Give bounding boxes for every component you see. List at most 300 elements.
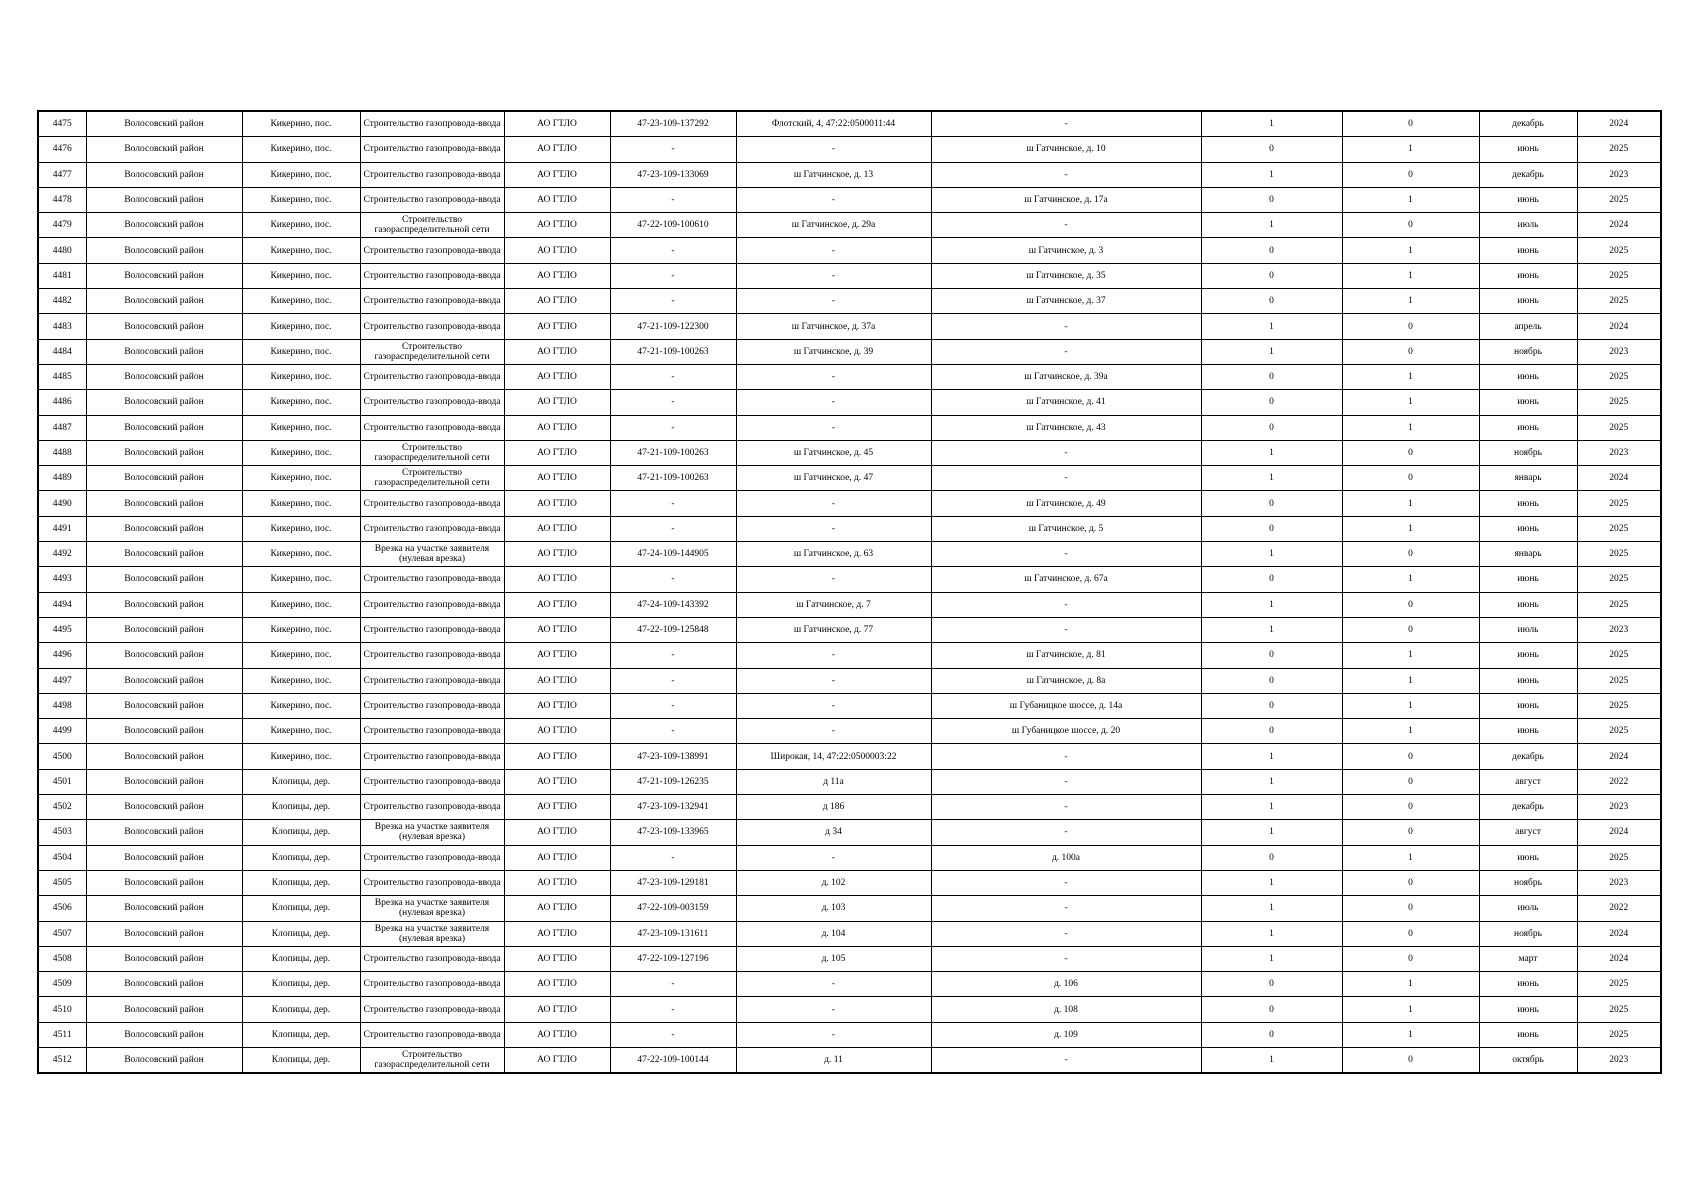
district-cell: Волосовский район: [86, 390, 242, 415]
month-cell: июнь: [1479, 390, 1577, 415]
work-type-cell: Строительство газопровода-ввода: [360, 1022, 504, 1047]
year-cell: 2024: [1577, 213, 1661, 238]
district-cell: Волосовский район: [86, 440, 242, 465]
application-number-cell: -: [610, 997, 736, 1022]
row-number-cell: 4487: [38, 415, 86, 440]
settlement-cell: Кикерино, пос.: [242, 542, 360, 567]
row-number-cell: 4482: [38, 289, 86, 314]
settlement-cell: Кикерино, пос.: [242, 668, 360, 693]
district-cell: Волосовский район: [86, 364, 242, 389]
planned-address-cell: ш Гатчинское, д. 17а: [931, 187, 1201, 212]
work-type-cell: Строительство газопровода-ввода: [360, 845, 504, 870]
address-cell: -: [736, 364, 931, 389]
table-row: [38, 289, 1661, 314]
done-count-cell: 0: [1201, 567, 1342, 592]
planned-count-cell: 1: [1342, 516, 1479, 541]
organization-cell: АО ГТЛО: [504, 137, 610, 162]
planned-address-cell: -: [931, 769, 1201, 794]
row-number-cell: 4502: [38, 795, 86, 820]
month-cell: ноябрь: [1479, 440, 1577, 465]
year-cell: 2025: [1577, 542, 1661, 567]
district-cell: Волосовский район: [86, 1022, 242, 1047]
row-number-cell: 4499: [38, 719, 86, 744]
month-cell: июнь: [1479, 1022, 1577, 1047]
application-number-cell: -: [610, 1022, 736, 1047]
settlement-cell: Клопицы, дер.: [242, 1022, 360, 1047]
done-count-cell: 1: [1201, 339, 1342, 364]
year-cell: 2025: [1577, 567, 1661, 592]
year-cell: 2025: [1577, 390, 1661, 415]
table-row: [38, 820, 1661, 845]
planned-address-cell: -: [931, 946, 1201, 971]
done-count-cell: 0: [1201, 491, 1342, 516]
organization-cell: АО ГТЛО: [504, 390, 610, 415]
application-number-cell: -: [610, 567, 736, 592]
planned-address-cell: ш Гатчинское, д. 41: [931, 390, 1201, 415]
district-cell: Волосовский район: [86, 162, 242, 187]
district-cell: Волосовский район: [86, 314, 242, 339]
month-cell: июнь: [1479, 364, 1577, 389]
application-number-cell: 47-22-109-125848: [610, 617, 736, 642]
planned-count-cell: 0: [1342, 769, 1479, 794]
district-cell: Волосовский район: [86, 668, 242, 693]
done-count-cell: 1: [1201, 921, 1342, 946]
planned-address-cell: ш Гатчинское, д. 3: [931, 238, 1201, 263]
year-cell: 2024: [1577, 744, 1661, 769]
planned-address-cell: д. 106: [931, 972, 1201, 997]
organization-cell: АО ГТЛО: [504, 744, 610, 769]
application-number-cell: 47-23-109-137292: [610, 111, 736, 137]
district-cell: Волосовский район: [86, 744, 242, 769]
planned-address-cell: -: [931, 921, 1201, 946]
address-cell: Широкая, 14, 47:22:0500003:22: [736, 744, 931, 769]
application-number-cell: -: [610, 516, 736, 541]
row-number-cell: 4488: [38, 440, 86, 465]
planned-count-cell: 0: [1342, 820, 1479, 845]
address-cell: -: [736, 516, 931, 541]
month-cell: декабрь: [1479, 111, 1577, 137]
address-cell: ш Гатчинское, д. 13: [736, 162, 931, 187]
work-type-cell: Строительство газопровода-ввода: [360, 592, 504, 617]
address-cell: ш Гатчинское, д. 7: [736, 592, 931, 617]
work-type-cell: Строительство газопровода-ввода: [360, 415, 504, 440]
application-number-cell: -: [610, 187, 736, 212]
done-count-cell: 1: [1201, 946, 1342, 971]
planned-address-cell: -: [931, 213, 1201, 238]
done-count-cell: 0: [1201, 390, 1342, 415]
settlement-cell: Кикерино, пос.: [242, 491, 360, 516]
done-count-cell: 1: [1201, 820, 1342, 845]
organization-cell: АО ГТЛО: [504, 870, 610, 895]
row-number-cell: 4491: [38, 516, 86, 541]
address-cell: д. 104: [736, 921, 931, 946]
settlement-cell: Кикерино, пос.: [242, 719, 360, 744]
year-cell: 2024: [1577, 946, 1661, 971]
application-number-cell: 47-23-109-132941: [610, 795, 736, 820]
table-row: [38, 567, 1661, 592]
address-cell: -: [736, 693, 931, 718]
organization-cell: АО ГТЛО: [504, 263, 610, 288]
month-cell: ноябрь: [1479, 339, 1577, 364]
planned-address-cell: -: [931, 617, 1201, 642]
district-cell: Волосовский район: [86, 1047, 242, 1073]
planned-count-cell: 1: [1342, 643, 1479, 668]
work-type-cell: Строительство газораспределительной сети: [360, 1047, 504, 1073]
row-number-cell: 4508: [38, 946, 86, 971]
district-cell: Волосовский район: [86, 769, 242, 794]
row-number-cell: 4490: [38, 491, 86, 516]
work-type-cell: Строительство газопровода-ввода: [360, 997, 504, 1022]
table-row: [38, 845, 1661, 870]
table-row: [38, 972, 1661, 997]
planned-address-cell: д. 108: [931, 997, 1201, 1022]
settlement-cell: Клопицы, дер.: [242, 1047, 360, 1073]
settlement-cell: Кикерино, пос.: [242, 567, 360, 592]
done-count-cell: 0: [1201, 643, 1342, 668]
application-number-cell: 47-21-109-100263: [610, 339, 736, 364]
done-count-cell: 0: [1201, 997, 1342, 1022]
table-row: [38, 592, 1661, 617]
district-cell: Волосовский район: [86, 415, 242, 440]
settlement-cell: Клопицы, дер.: [242, 972, 360, 997]
row-number-cell: 4496: [38, 643, 86, 668]
organization-cell: АО ГТЛО: [504, 339, 610, 364]
district-cell: Волосовский район: [86, 719, 242, 744]
year-cell: 2025: [1577, 238, 1661, 263]
table-row: [38, 997, 1661, 1022]
done-count-cell: 1: [1201, 870, 1342, 895]
address-cell: д. 11: [736, 1047, 931, 1073]
district-cell: Волосовский район: [86, 213, 242, 238]
planned-count-cell: 1: [1342, 187, 1479, 212]
application-number-cell: -: [610, 668, 736, 693]
organization-cell: АО ГТЛО: [504, 896, 610, 921]
address-cell: ш Гатчинское, д. 63: [736, 542, 931, 567]
month-cell: ноябрь: [1479, 870, 1577, 895]
row-number-cell: 4512: [38, 1047, 86, 1073]
settlement-cell: Кикерино, пос.: [242, 187, 360, 212]
district-cell: Волосовский район: [86, 263, 242, 288]
planned-count-cell: 0: [1342, 896, 1479, 921]
application-number-cell: -: [610, 643, 736, 668]
address-cell: д 34: [736, 820, 931, 845]
month-cell: июль: [1479, 617, 1577, 642]
work-type-cell: Строительство газопровода-ввода: [360, 162, 504, 187]
month-cell: август: [1479, 769, 1577, 794]
row-number-cell: 4494: [38, 592, 86, 617]
district-cell: Волосовский район: [86, 289, 242, 314]
table-row: [38, 896, 1661, 921]
done-count-cell: 1: [1201, 795, 1342, 820]
application-number-cell: 47-21-109-122300: [610, 314, 736, 339]
done-count-cell: 1: [1201, 896, 1342, 921]
year-cell: 2025: [1577, 1022, 1661, 1047]
work-type-cell: Строительство газопровода-ввода: [360, 567, 504, 592]
district-cell: Волосовский район: [86, 187, 242, 212]
organization-cell: АО ГТЛО: [504, 289, 610, 314]
district-cell: Волосовский район: [86, 896, 242, 921]
address-cell: -: [736, 415, 931, 440]
row-number-cell: 4493: [38, 567, 86, 592]
work-type-cell: Строительство газопровода-ввода: [360, 111, 504, 137]
settlement-cell: Кикерино, пос.: [242, 111, 360, 137]
application-number-cell: 47-22-109-003159: [610, 896, 736, 921]
row-number-cell: 4506: [38, 896, 86, 921]
row-number-cell: 4475: [38, 111, 86, 137]
table-row: [38, 238, 1661, 263]
planned-address-cell: -: [931, 820, 1201, 845]
application-number-cell: 47-23-109-138991: [610, 744, 736, 769]
table-row: [38, 415, 1661, 440]
organization-cell: АО ГТЛО: [504, 845, 610, 870]
organization-cell: АО ГТЛО: [504, 946, 610, 971]
settlement-cell: Кикерино, пос.: [242, 162, 360, 187]
planned-count-cell: 1: [1342, 491, 1479, 516]
application-number-cell: 47-22-109-127196: [610, 946, 736, 971]
done-count-cell: 1: [1201, 111, 1342, 137]
done-count-cell: 1: [1201, 440, 1342, 465]
planned-count-cell: 0: [1342, 162, 1479, 187]
row-number-cell: 4476: [38, 137, 86, 162]
settlement-cell: Кикерино, пос.: [242, 289, 360, 314]
work-type-cell: Врезка на участке заявителя (нулевая врезка): [360, 542, 504, 567]
year-cell: 2024: [1577, 820, 1661, 845]
table-row: [38, 162, 1661, 187]
done-count-cell: 0: [1201, 187, 1342, 212]
done-count-cell: 0: [1201, 238, 1342, 263]
work-type-cell: Строительство газопровода-ввода: [360, 744, 504, 769]
table-row: [38, 339, 1661, 364]
planned-address-cell: ш Гатчинское, д. 10: [931, 137, 1201, 162]
address-cell: -: [736, 238, 931, 263]
done-count-cell: 0: [1201, 1022, 1342, 1047]
organization-cell: АО ГТЛО: [504, 162, 610, 187]
organization-cell: АО ГТЛО: [504, 516, 610, 541]
year-cell: 2025: [1577, 719, 1661, 744]
planned-count-cell: 0: [1342, 1047, 1479, 1073]
planned-count-cell: 0: [1342, 314, 1479, 339]
row-number-cell: 4492: [38, 542, 86, 567]
planned-count-cell: 1: [1342, 719, 1479, 744]
planned-count-cell: 0: [1342, 111, 1479, 137]
table-row: [38, 137, 1661, 162]
table-row: [38, 643, 1661, 668]
table-row: [38, 364, 1661, 389]
application-number-cell: 47-23-109-129181: [610, 870, 736, 895]
done-count-cell: 0: [1201, 668, 1342, 693]
month-cell: июнь: [1479, 187, 1577, 212]
year-cell: 2025: [1577, 137, 1661, 162]
organization-cell: АО ГТЛО: [504, 719, 610, 744]
district-cell: Волосовский район: [86, 111, 242, 137]
planned-count-cell: 1: [1342, 364, 1479, 389]
application-number-cell: -: [610, 137, 736, 162]
settlement-cell: Кикерино, пос.: [242, 314, 360, 339]
application-number-cell: -: [610, 390, 736, 415]
application-number-cell: -: [610, 415, 736, 440]
table-row: [38, 795, 1661, 820]
planned-count-cell: 0: [1342, 946, 1479, 971]
organization-cell: АО ГТЛО: [504, 592, 610, 617]
done-count-cell: 0: [1201, 364, 1342, 389]
row-number-cell: 4486: [38, 390, 86, 415]
row-number-cell: 4481: [38, 263, 86, 288]
planned-count-cell: 1: [1342, 1022, 1479, 1047]
month-cell: декабрь: [1479, 744, 1577, 769]
year-cell: 2023: [1577, 440, 1661, 465]
work-type-cell: Строительство газопровода-ввода: [360, 769, 504, 794]
planned-count-cell: 1: [1342, 845, 1479, 870]
done-count-cell: 0: [1201, 719, 1342, 744]
planned-address-cell: д. 100а: [931, 845, 1201, 870]
settlement-cell: Клопицы, дер.: [242, 997, 360, 1022]
district-cell: Волосовский район: [86, 921, 242, 946]
work-type-cell: Строительство газопровода-ввода: [360, 668, 504, 693]
organization-cell: АО ГТЛО: [504, 567, 610, 592]
settlement-cell: Кикерино, пос.: [242, 643, 360, 668]
planned-address-cell: ш Гатчинское, д. 5: [931, 516, 1201, 541]
work-type-cell: Строительство газопровода-ввода: [360, 795, 504, 820]
month-cell: ноябрь: [1479, 921, 1577, 946]
planned-count-cell: 0: [1342, 744, 1479, 769]
year-cell: 2024: [1577, 111, 1661, 137]
district-cell: Волосовский район: [86, 997, 242, 1022]
year-cell: 2025: [1577, 364, 1661, 389]
year-cell: 2025: [1577, 289, 1661, 314]
table-row: [38, 390, 1661, 415]
settlement-cell: Кикерино, пос.: [242, 693, 360, 718]
planned-count-cell: 1: [1342, 415, 1479, 440]
month-cell: июнь: [1479, 592, 1577, 617]
year-cell: 2023: [1577, 339, 1661, 364]
district-cell: Волосовский район: [86, 567, 242, 592]
work-type-cell: Строительство газораспределительной сети: [360, 213, 504, 238]
table-row: [38, 870, 1661, 895]
address-cell: -: [736, 845, 931, 870]
done-count-cell: 0: [1201, 415, 1342, 440]
done-count-cell: 1: [1201, 769, 1342, 794]
organization-cell: АО ГТЛО: [504, 187, 610, 212]
work-type-cell: Строительство газопровода-ввода: [360, 693, 504, 718]
organization-cell: АО ГТЛО: [504, 111, 610, 137]
district-cell: Волосовский район: [86, 516, 242, 541]
row-number-cell: 4485: [38, 364, 86, 389]
organization-cell: АО ГТЛО: [504, 972, 610, 997]
month-cell: август: [1479, 820, 1577, 845]
address-cell: -: [736, 263, 931, 288]
organization-cell: АО ГТЛО: [504, 820, 610, 845]
work-type-cell: Строительство газораспределительной сети: [360, 339, 504, 364]
table-row: [38, 542, 1661, 567]
table-row: [38, 668, 1661, 693]
table-row: [38, 491, 1661, 516]
year-cell: 2023: [1577, 870, 1661, 895]
work-type-cell: Врезка на участке заявителя (нулевая врезка): [360, 896, 504, 921]
application-number-cell: -: [610, 972, 736, 997]
settlement-cell: Кикерино, пос.: [242, 516, 360, 541]
address-cell: д. 102: [736, 870, 931, 895]
planned-count-cell: 1: [1342, 137, 1479, 162]
settlement-cell: Кикерино, пос.: [242, 137, 360, 162]
district-cell: Волосовский район: [86, 542, 242, 567]
organization-cell: АО ГТЛО: [504, 466, 610, 491]
work-type-cell: Строительство газораспределительной сети: [360, 466, 504, 491]
address-cell: ш Гатчинское, д. 39: [736, 339, 931, 364]
table-row: [38, 921, 1661, 946]
planned-count-cell: 1: [1342, 390, 1479, 415]
planned-count-cell: 1: [1342, 567, 1479, 592]
done-count-cell: 0: [1201, 137, 1342, 162]
address-cell: ш Гатчинское, д. 37а: [736, 314, 931, 339]
district-cell: Волосовский район: [86, 870, 242, 895]
address-cell: -: [736, 1022, 931, 1047]
planned-address-cell: -: [931, 744, 1201, 769]
settlement-cell: Кикерино, пос.: [242, 339, 360, 364]
month-cell: январь: [1479, 466, 1577, 491]
application-number-cell: -: [610, 693, 736, 718]
table-row: [38, 516, 1661, 541]
application-number-cell: 47-23-109-133965: [610, 820, 736, 845]
settlement-cell: Кикерино, пос.: [242, 617, 360, 642]
planned-address-cell: ш Гатчинское, д. 37: [931, 289, 1201, 314]
settlement-cell: Кикерино, пос.: [242, 263, 360, 288]
row-number-cell: 4505: [38, 870, 86, 895]
planned-count-cell: 0: [1342, 213, 1479, 238]
work-type-cell: Строительство газопровода-ввода: [360, 972, 504, 997]
month-cell: июнь: [1479, 491, 1577, 516]
row-number-cell: 4495: [38, 617, 86, 642]
planned-address-cell: ш Гатчинское, д. 8а: [931, 668, 1201, 693]
year-cell: 2025: [1577, 643, 1661, 668]
done-count-cell: 1: [1201, 542, 1342, 567]
row-number-cell: 4504: [38, 845, 86, 870]
year-cell: 2023: [1577, 1047, 1661, 1073]
district-cell: Волосовский район: [86, 693, 242, 718]
table-row: [38, 744, 1661, 769]
year-cell: 2025: [1577, 997, 1661, 1022]
work-type-cell: Строительство газопровода-ввода: [360, 617, 504, 642]
done-count-cell: 1: [1201, 617, 1342, 642]
row-number-cell: 4478: [38, 187, 86, 212]
done-count-cell: 1: [1201, 1047, 1342, 1073]
gasification-table: [37, 110, 1662, 1074]
table-row: [38, 314, 1661, 339]
planned-address-cell: -: [931, 896, 1201, 921]
planned-count-cell: 0: [1342, 870, 1479, 895]
row-number-cell: 4480: [38, 238, 86, 263]
district-cell: Волосовский район: [86, 795, 242, 820]
planned-address-cell: -: [931, 314, 1201, 339]
planned-address-cell: ш Гатчинское, д. 81: [931, 643, 1201, 668]
year-cell: 2023: [1577, 162, 1661, 187]
month-cell: июнь: [1479, 137, 1577, 162]
done-count-cell: 1: [1201, 466, 1342, 491]
row-number-cell: 4498: [38, 693, 86, 718]
planned-count-cell: 1: [1342, 693, 1479, 718]
address-cell: -: [736, 997, 931, 1022]
row-number-cell: 4489: [38, 466, 86, 491]
done-count-cell: 0: [1201, 693, 1342, 718]
address-cell: -: [736, 137, 931, 162]
settlement-cell: Кикерино, пос.: [242, 592, 360, 617]
month-cell: июль: [1479, 213, 1577, 238]
year-cell: 2025: [1577, 491, 1661, 516]
row-number-cell: 4510: [38, 997, 86, 1022]
settlement-cell: Клопицы, дер.: [242, 946, 360, 971]
settlement-cell: Клопицы, дер.: [242, 769, 360, 794]
planned-count-cell: 1: [1342, 668, 1479, 693]
organization-cell: АО ГТЛО: [504, 415, 610, 440]
